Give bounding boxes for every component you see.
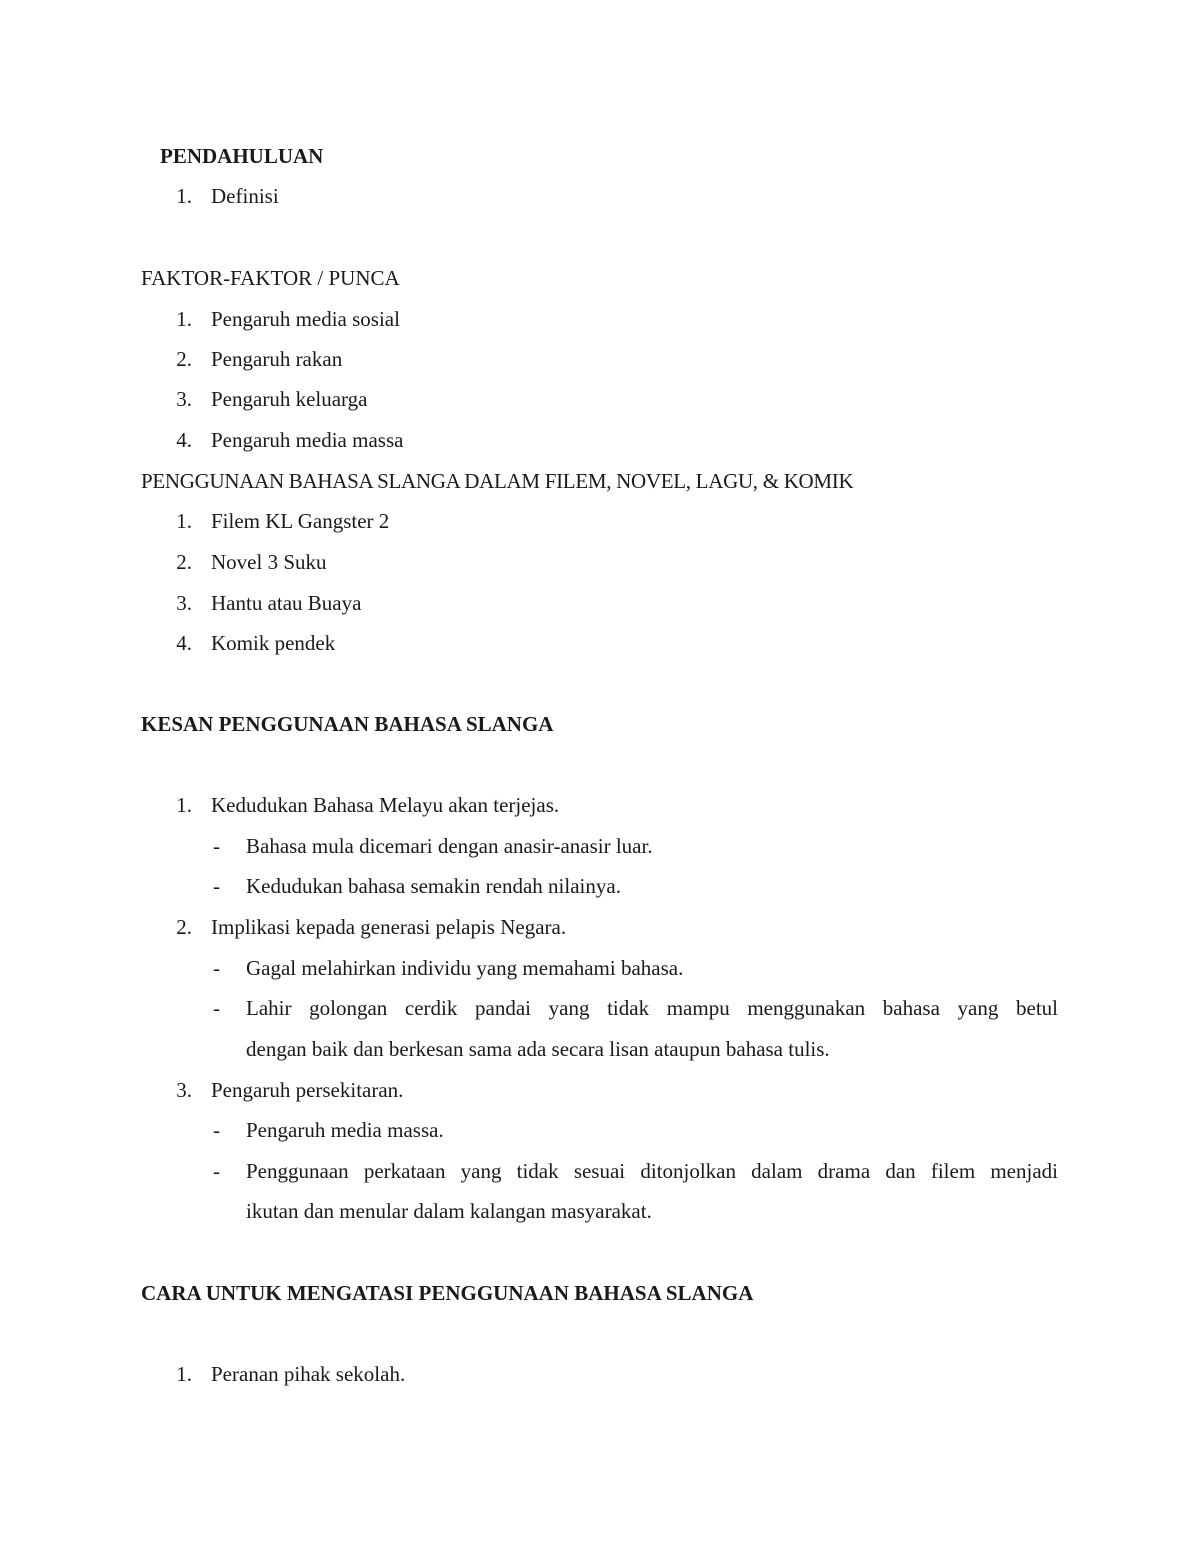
list-number: 2.	[176, 550, 192, 574]
list-item: Pengaruh persekitaran.	[211, 1078, 404, 1102]
list-item: Pengaruh rakan	[211, 347, 343, 371]
dash-bullet: -	[213, 956, 220, 980]
list-number: 1.	[176, 509, 192, 533]
dash-bullet: -	[213, 996, 220, 1020]
list-number: 1.	[176, 307, 192, 331]
sub-item-line: dengan baik dan berkesan sama ada secara lisan ataupun bahasa tulis.	[246, 1037, 830, 1061]
list-item: Implikasi kepada generasi pelapis Negara.	[211, 915, 567, 939]
list-item: Definisi	[211, 184, 279, 208]
heading-pendahuluan: PENDAHULUAN	[160, 144, 324, 168]
list-number: 1.	[176, 184, 192, 208]
list-item: Pengaruh media sosial	[211, 307, 400, 331]
sub-item: Bahasa mula dicemari dengan anasir-anasir luar.	[246, 834, 653, 858]
sub-item: Gagal melahirkan individu yang memahami bahasa.	[246, 956, 684, 980]
list-number: 1.	[176, 793, 192, 817]
heading-penggunaan: PENGGUNAAN BAHASA SLANGA DALAM FILEM, NOVEL, LAGU, & KOMIK	[141, 469, 854, 493]
dash-bullet: -	[213, 1159, 220, 1183]
list-item: Kedudukan Bahasa Melayu akan terjejas.	[211, 793, 560, 817]
list-number: 1.	[176, 1362, 192, 1386]
list-item: Komik pendek	[211, 631, 336, 655]
list-number: 4.	[176, 631, 192, 655]
sub-item-line: ikutan dan menular dalam kalangan masyarakat.	[246, 1199, 652, 1223]
list-number: 3.	[176, 387, 192, 411]
dash-bullet: -	[213, 834, 220, 858]
list-number: 2.	[176, 915, 192, 939]
list-item: Pengaruh media massa	[211, 428, 404, 452]
list-number: 2.	[176, 347, 192, 371]
list-item: Pengaruh keluarga	[211, 387, 368, 411]
dash-bullet: -	[213, 1118, 220, 1142]
list-number: 3.	[176, 1078, 192, 1102]
heading-faktor: FAKTOR-FAKTOR / PUNCA	[141, 266, 400, 290]
heading-kesan: KESAN PENGGUNAAN BAHASA SLANGA	[141, 712, 554, 736]
list-item: Filem KL Gangster 2	[211, 509, 390, 533]
dash-bullet: -	[213, 874, 220, 898]
list-number: 4.	[176, 428, 192, 452]
heading-cara: CARA UNTUK MENGATASI PENGGUNAAN BAHASA SLANGA	[141, 1281, 754, 1305]
list-item: Hantu atau Buaya	[211, 591, 362, 615]
sub-item: Pengaruh media massa.	[246, 1118, 444, 1142]
sub-item-line: Lahir golongan cerdik pandai yang tidak mampu menggunakan bahasa yang betul	[246, 996, 1058, 1020]
sub-item-line: Penggunaan perkataan yang tidak sesuai ditonjolkan dalam drama dan filem menjadi	[246, 1159, 1058, 1183]
list-item: Novel 3 Suku	[211, 550, 327, 574]
sub-item: Kedudukan bahasa semakin rendah nilainya.	[246, 874, 621, 898]
list-item: Peranan pihak sekolah.	[211, 1362, 406, 1386]
list-number: 3.	[176, 591, 192, 615]
